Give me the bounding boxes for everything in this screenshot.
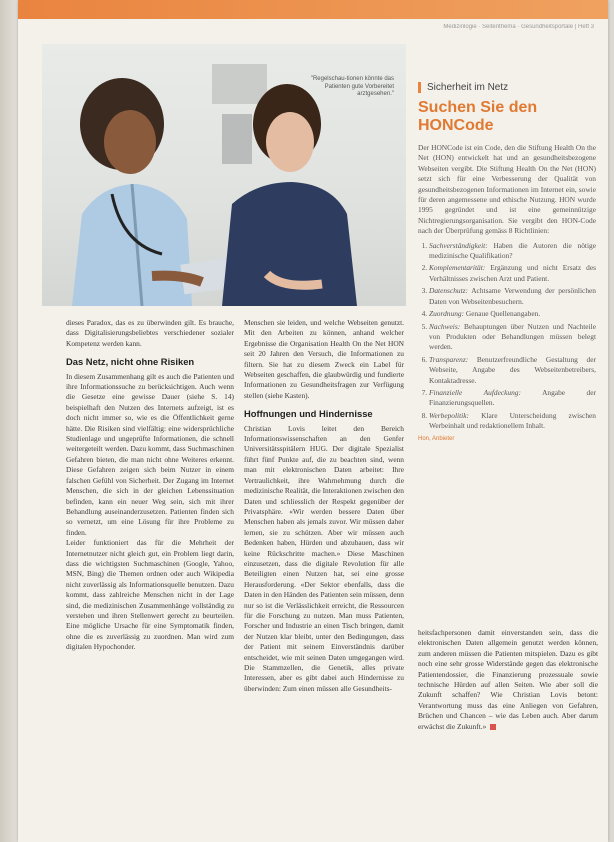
page-gutter	[0, 0, 18, 842]
sidebar-intro: Der HONCode ist ein Code, den die Stiftung Health On the Net (HON) entwickelt hat und an gesundheitsbezogene Webseiten vergibt. Die Stiftung Health On the Net (HON) setzt sich für eine Verbesserung der Qualität von gesundheitsbezogenen Informationen im Internet ein, sowie für deren angemessene und ethische Nutzung. HON wurde 1995 gegründet und ist eine gemeinnützige Nichtregierungsorganisation. Sie vergibt den HON-Code nach der Überprüfung gemäss 8 Richtlinien:	[418, 143, 596, 236]
section-heading: Das Netz, nicht ohne Risiken	[66, 356, 195, 368]
list-item: 7. Finanzielle Aufdeckung: Angabe der Finanzierungsquellen.	[429, 388, 596, 409]
paragraph: heitsfachpersonen damit einverstanden sein, dass die elektronischen Daten allgemein genutzt werden können, zum anderen müssen die Patienten mitspielen. Dazu es gibt noch eine sehr grosse Widerstände gegen das elektronische Patientendossier, die Finanzierung prozessuale sowie technische Hürden auf allen Seiten. Wie aber soll die Zukunft schaffen? Wie Christian Lovis betont: Verantwortung muss das eine Anliegen von Gefahren, Brüchen und Chancen – wie das Leben auch. Aber darum erwächst die Zukunft.»	[418, 628, 598, 731]
photo-caption: "Regelschau-tionen könnte das Patienten gute Vorbereitet arztgesehen."	[310, 76, 394, 97]
paragraph: Leider funktioniert das für die Mehrheit der Internetnutzer nicht gleich gut, ein Problem liegt darin, dass die wichtigsten Suchmaschinen (Google, Yahoo, MSN, Bing) die Themen ordnen oder auch Wikipedia nicht zuverlässig als Informationsquelle benutzen. Dazu kommt, dass zahlreiche Menschen nicht in der Lage sind, die medizinischen Zusammenhänge vollständig zu verstehen und ihren Stellenwert gerecht zu beurteilen. Eine mögliche Ursache für eine Symptomatik finden, ohne die es zuverlässig zu zuordnen. Man wird zum digitalen Hypochonder.	[66, 538, 234, 652]
paragraph: In diesem Zusammenhang gilt es auch die Patienten und ihre Informationssuche zu berücksichtigen. Auch wenn die Gesetze eine gewisse Dauer (siehe S. 14) beispielhaft den Nutzen des Internets aufzeigt, ist es doch nicht immer so, wie es die Öffentlichkeit gerne hätte. Die Risiken sind vielfältig: eine widersprüchliche Studienlage und ungeprüfte Informationen, die schnell weitergeteilt werden. Dazu kommt, dass Suchmaschinen Gefahren bieten, die man nicht ohne Weiteres erkennt. Diese Gefahren zeigen sich beim Nutzer in einem falschen Gefühl von Sicherheit. Der Zugang im Internet Menschen, die sich in der gleichen Lebenssituation befinden, kann ein neuer Weg sein, sich mit ihrer Behandlung auseinanderzusetzen. Patienten finden sich so vernetzt, um eine Lösung für ihre Probleme zu finden.	[66, 371, 234, 537]
list-item: 2. Komplementarität: Ergänzung und nicht Ersatz des Verhältnisses zwischen Arzt und Patient.	[429, 263, 596, 284]
paragraph: Menschen sie leiden, und welche Webseiten genutzt. Mit den Arbeiten zu können, anhand welcher Ergebnisse die Organisation Health On the Net HON seit 20 Jahren den Versuch, die Informationen zu filtern. Sie hat zu diesem Zweck ein Label für Webseiten geschaffen, die glaubwürdig und fundierte Informationen zu Gesundheitsfragen zur Verfügung stellen (siehe Kasten).	[244, 318, 404, 400]
sidebar-kicker: Sicherheit im Netz	[418, 82, 596, 93]
list-item: 4. Zuordnung: Genaue Quellenangaben.	[429, 309, 596, 319]
orange-header-band	[18, 0, 608, 19]
list-item: 8. Werbepolitik: Klare Unterscheidung zwischen Werbeinhalt und redaktionellem Inhalt.	[429, 411, 596, 432]
honcode-rules-list	[418, 241, 596, 432]
paragraph: Christian Lovis leitet den Bereich Informationswissenschaften an den Genfer Universitätsspitälern HUG. Der digitale Spezialist führt fünf Punkte auf, die zu beachten sind, wenn man mit elektronischen Daten arbeitet: Ihre Vertraulichkeit, ihre Wahrnehmung durch die medizinische Realität, die Interaktionen zwischen den Daten und schliesslich der Respekt gegenüber der Privatsphäre. «Wir werden bessere Daten über Menschen haben als jemals zuvor. Wir müssen daher lernen, sie zu schützen. Aber wir müssen auch Bedenken haben, Hürden und abzubauen, dass wir keine Rückschritte machen.» Diese Maschinen einzusetzen, dass die digitale Revolution für alle Beteiligten einen Nutzen hat, sei eine grosse Herausforderung. «Der Sektor ebenfalls, dass die Daten in den Händen des Patienten sein müssen, denn nur so ist die Verlässlichkeit erreicht, die Ressourcen für die Forschung zu nutzen. Man muss Patienten, Forscher und Industrie an einen Tisch bringen, damit der Nutzen klar bleibt, unter den Bedingungen, dass der Patient mit seinem Einverständnis darüber entscheidet, wie mit seinen Daten umgegangen wird. Die Stammzellen, die Genetik, alles private Interessen, aber es gibt dabei auch Hindernisse zu überwinden: Zum einen müssen alle Gesundheits-	[244, 423, 404, 693]
text-column-3	[418, 628, 598, 803]
text-column-1	[66, 318, 234, 798]
running-head: Medizinlogie · Seitenthema · Gesundheitsportale | Heft 3	[443, 24, 594, 30]
sidebar-title: Suchen Sie den HONCode	[418, 99, 538, 134]
paragraph: dieses Paradox, das es zu überwinden gilt. Es brauche, dass Digitalisierungsbeliebtes verschiedener sozialer Kompetenz werden kann.	[66, 318, 234, 348]
list-item: 3. Datenschutz: Achtsame Verwendung der persönlichen Daten von Webseitenbesuchern.	[429, 286, 596, 307]
text-column-2	[244, 318, 404, 798]
list-item: 6. Transparenz: Benutzerfreundliche Gestaltung der Webseite, Angabe des Webseitenbetreibers, Kontaktadresse.	[429, 355, 596, 386]
sidebar-source: Hon, Anbieter	[418, 435, 455, 442]
list-item: 5. Nachweis: Behauptungen über Nutzen und Nachteile von Produkten oder Behandlungen müssen belegt werden.	[429, 322, 596, 353]
section-heading: Hoffnungen und Hindernisse	[244, 408, 373, 420]
end-of-article-mark	[490, 724, 496, 730]
list-item: 1. Sachverständigkeit: Haben die Autoren die nötige medizinische Qualifikation?	[429, 241, 596, 262]
magazine-page	[18, 0, 608, 842]
